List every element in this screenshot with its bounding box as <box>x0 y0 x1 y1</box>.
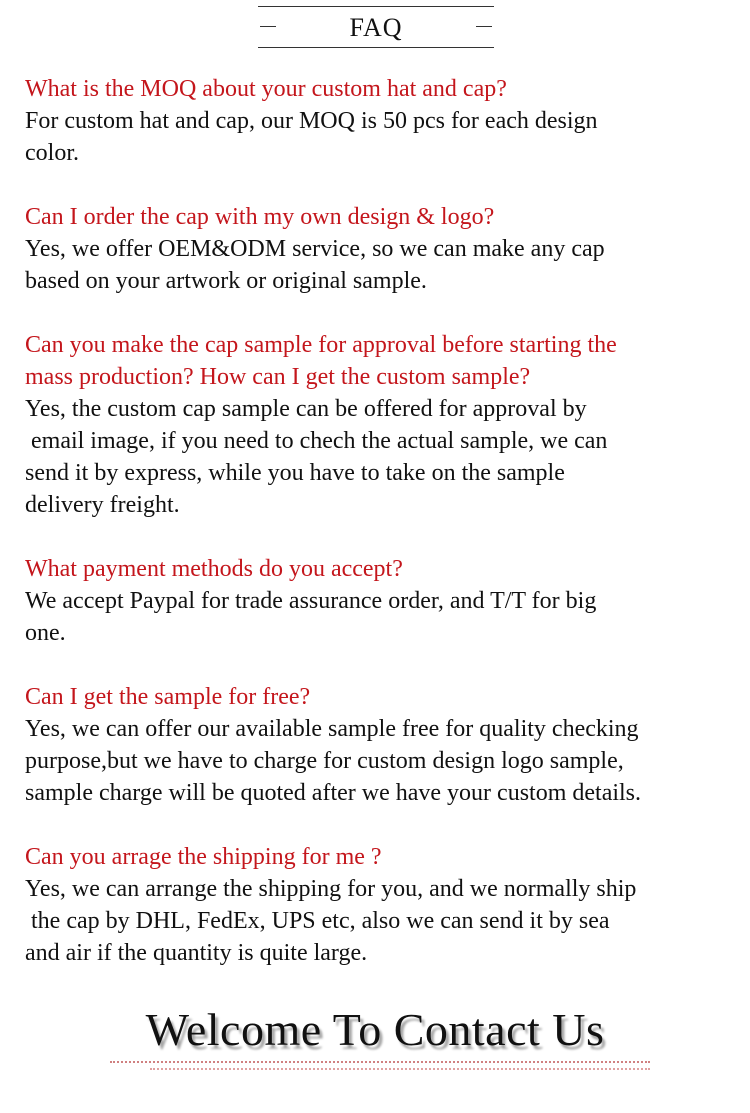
faq-item <box>25 329 740 521</box>
faq-item <box>25 841 740 969</box>
page-title: FAQ <box>349 13 403 42</box>
header-dash-right <box>476 26 492 27</box>
faq-item <box>25 73 740 169</box>
faq-list <box>25 73 740 1001</box>
faq-answer: Yes, we can offer our available sample free for quality checking purpose,but we have to charge for custom design logo sample, sample charge will be quoted after we have your custom details. <box>25 716 642 806</box>
faq-item <box>25 201 740 297</box>
faq-question: What payment methods do you accept? <box>25 556 403 582</box>
faq-answer: Yes, we can arrange the shipping for you, and we normally ship the cap by DHL, FedEx, UPS etc, also we can send it by sea and air if the quantity is quite large. <box>25 876 637 966</box>
faq-question: Can I get the sample for free? <box>25 684 311 710</box>
decorative-dotted-rule <box>150 1068 650 1070</box>
welcome-contact-heading: Welcome To Contact Us <box>145 1004 605 1055</box>
faq-answer: Yes, the custom cap sample can be offered for approval by email image, if you need to chech the actual sample, we can send it by express, while you have to take on the sample delivery freight. <box>25 396 608 518</box>
faq-item <box>25 681 740 809</box>
faq-question: Can you arrage the shipping for me ? <box>25 844 382 870</box>
faq-answer: We accept Paypal for trade assurance order, and T/T for big one. <box>25 588 597 646</box>
faq-question: Can I order the cap with my own design & logo? <box>25 204 495 230</box>
faq-answer: Yes, we offer OEM&ODM service, so we can make any cap based on your artwork or original sample. <box>25 236 605 294</box>
faq-question: What is the MOQ about your custom hat and cap? <box>25 76 507 102</box>
decorative-dotted-rule <box>110 1061 650 1063</box>
faq-item <box>25 553 740 649</box>
faq-header <box>258 6 494 48</box>
faq-question: Can you make the cap sample for approval before starting the mass production? How can I get the custom sample? <box>25 332 617 390</box>
faq-answer: For custom hat and cap, our MOQ is 50 pcs for each design color. <box>25 108 598 166</box>
